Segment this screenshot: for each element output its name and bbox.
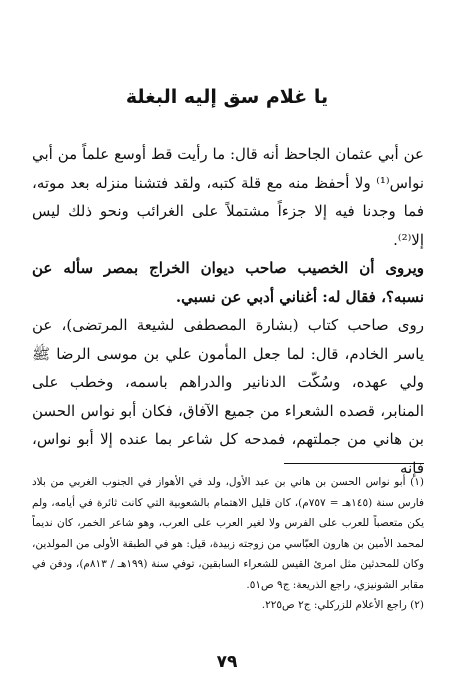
footnote-1: (١) أبو نواس الحسن بن هاني بن عبد الأول، ولد في الأهواز في الجنوب الغربي من بلاد فارس سنة (١٤٥هـ = ٧٥٧م)، كان قليل الاهتمام بالشعوبية التي كانت ثائرة في أيامه، ولم يكن متعصباً للعرب على الفرس ولا لغير العرب على العرب، وهو شاعر الخمر، كان نديماً لمحمد الأمين بن هارون العبّاسي من زوجته زبيدة، قيل: هو في الطبقة الأولى من المولدين، وكان للمحدثين مثل امرئ القيس للشعراء السابقين، توفي سنة (١٩٩هـ / ٨١٣م)، ودفن في مقابر الشونيزي، راجع الذريعة: ج٩ ص٥١. (32, 476, 424, 591)
paragraph-2: ويروى أن الخصيب صاحب ديوان الخراج بمصر سأله عن نسبه؟، فقال له: أغناني أدبي عن نسبي. (32, 259, 424, 306)
paragraph-1: عن أبي عثمان الجاحظ أنه قال: ما رأيت قط أوسع علماً من أبي نواس⁽¹⁾ ولا أحفظ منه مع قلة كتبه، ولقد فتشنا منزله بعد موته، فما وجدنا فيه إلا جزءاً مشتملاً على الغرائب ونحو ذلك ليس إلا⁽²⁾. (32, 145, 424, 249)
footnote-divider (284, 463, 424, 464)
page-number: ٧٩ (216, 652, 238, 672)
page-title: يا غلام سق إليه البغلة (125, 86, 329, 108)
footnote-2: (٢) راجع الأعلام للزركلي: ج٢ ص٢٢٥. (261, 599, 424, 611)
footnotes (32, 472, 424, 616)
main-text (32, 140, 424, 482)
paragraph-3: روى صاحب كتاب (بشارة المصطفى لشيعة المرتضى)، عن ياسر الخادم، قال: لما جعل المأمون علي بن موسى الرضا ﷺ ولي عهده، وسُكّت الدنانير والدراهم باسمه، وخطب على المنابر، قصده الشعراء من جميع الآفاق، فكان أبو نواس الحسن بن هاني من جملتهم، فمدحه كل شاعر بما عنده إلا أبو نواس، فإنه (32, 316, 424, 477)
